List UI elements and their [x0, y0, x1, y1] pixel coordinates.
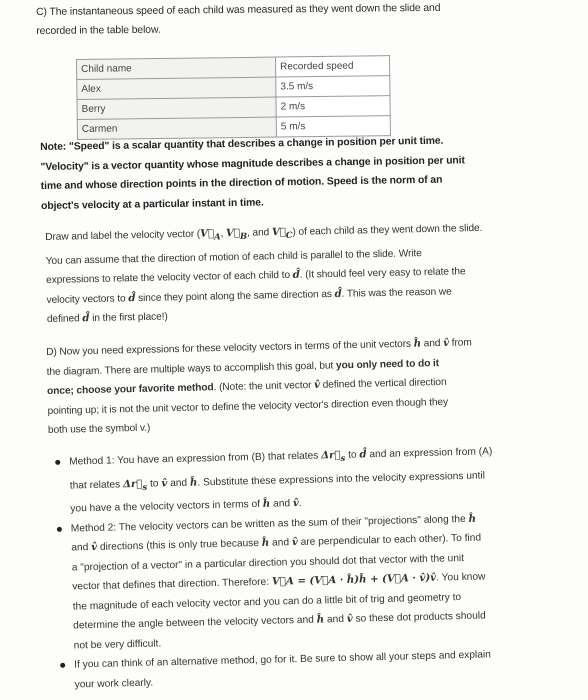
cell-child-name: Alex — [77, 77, 276, 99]
projection-formula: V⃗A = (V⃗A · ĥ)ĥ + (V⃗A · v̂)v̂ — [271, 571, 437, 588]
intro-line-1: C) The instantaneous speed of each child was measured as they went down the slide and — [36, 2, 441, 18]
header-child-name: Child name — [77, 57, 276, 79]
cell-speed: 2 m/s — [276, 96, 390, 117]
note-line-4: object's velocity at a particular instant in time. — [40, 196, 264, 212]
list-item-method-1: Method 1: You have an expression from (B) that relates $\Delta r⃗_s$ to d̂ and an expression from (A) that relates $\Delta r⃗_s$ to v̂ and ĥ. Substitute these expressions into the velocity expressions until you have a the velocity vectors in terms of ĥ and v̂. — [52, 441, 543, 520]
list-item-method-3: If you can think of an alternative method, go for it. Be sure to show all your steps and explain your work clearly. — [57, 644, 548, 695]
note-line-3: time and whose direction points in the direction of motion. Speed is the norm of an — [40, 174, 443, 192]
partd-line-3: once; choose your favorite method. (Note: the unit vector v̂ defined the vertical direction — [46, 376, 447, 397]
list-item-method-2: Method 2: The velocity vectors can be written as the sum of their "projections" along the ĥ and v̂ directions (this is only true because ĥ and v̂ are perpendicular to each other). To find a "projection of a vector" in a particular direction you should dot that vector with the unit vector that defines that direction. Therefore: V⃗A = (V⃗A · ĥ)ĥ + (V⃗A · v̂)v̂. You know the magnitude of each velocity vector and you can do a little bit of trig and geometry to determine the angle between the velocity vectors and ĥ and v̂ so these dot products should not be very difficult. — [54, 508, 547, 656]
part-c-intro — [36, 0, 486, 41]
draw-line-4: velocity vectors to d̂ since they point along the same direction as d̂. This was the reason we — [46, 286, 452, 306]
cell-child-name: Carmen — [77, 117, 276, 139]
cell-speed: 5 m/s — [276, 116, 390, 137]
intro-line-2: recorded in the table below. — [36, 24, 161, 37]
note-line-1: Note: "Speed" is a scalar quantity that describes a change in position per unit time. — [40, 135, 444, 153]
bullet-icon — [57, 526, 62, 531]
partd-line-5: both use the symbol v.) — [47, 422, 151, 436]
speed-velocity-note — [40, 131, 491, 216]
cell-speed: 3.5 m/s — [276, 76, 390, 97]
partd-line-2: the diagram. There are multiple ways to accomplish this goal, but you only need to do it — [46, 357, 440, 378]
method-list — [52, 441, 548, 695]
draw-line-3: expressions to relate the velocity vector of each child to d̂. (It should feel very easy to relate the — [45, 266, 466, 287]
draw-line-2: You can assume that the direction of motion of each child is parallel to the slide. Write — [45, 247, 422, 267]
part-d-paragraph — [46, 332, 526, 440]
header-recorded-speed: Recorded speed — [275, 56, 389, 77]
cell-child-name: Berry — [77, 97, 276, 119]
draw-line-5: defined d̂ in the first place!) — [46, 311, 168, 326]
speed-table — [76, 55, 391, 140]
bullet-icon — [60, 663, 65, 668]
partd-line-1: D) Now you need expressions for these velocity vectors in terms of the unit vectors ĥ and v̂ from — [46, 336, 472, 358]
note-line-2: "Velocity" is a vector quantity whose magnitude describes a change in position per unit — [40, 154, 465, 173]
draw-line-1: Draw and label the velocity vector ($V⃗_A$, $V⃗_B$, and $V⃗_C$) of each child as they went down the slide. — [45, 222, 483, 243]
bullet-icon — [55, 460, 60, 465]
draw-velocity-paragraph — [45, 218, 525, 330]
partd-line-4: pointing up; it is not the unit vector to define the velocity vector's direction even though they — [47, 396, 449, 417]
